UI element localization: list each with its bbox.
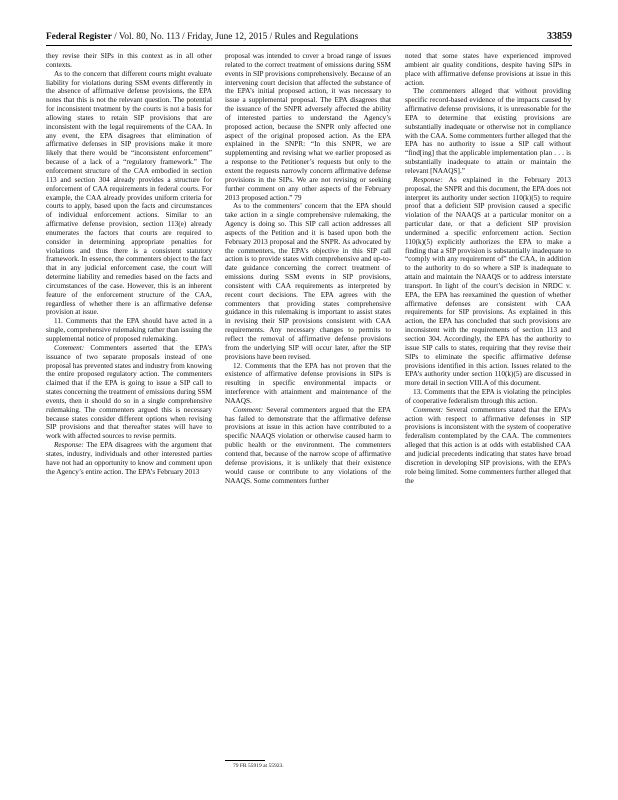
paragraph-text: noted that some states have experienced improved ambient air quality conditions, despite having SIPs in place with affirmative defense provisions at issue in this action. bbox=[405, 52, 571, 87]
paragraph bbox=[46, 344, 212, 441]
journal-name: Federal Register bbox=[46, 32, 112, 42]
paragraph bbox=[405, 406, 571, 486]
paragraph bbox=[46, 52, 212, 70]
paragraph-text: 13. Comments that the EPA is violating the principles of cooperative federalism through this action. bbox=[405, 388, 571, 405]
paragraph bbox=[405, 52, 571, 87]
page-number: 33859 bbox=[547, 31, 572, 42]
paragraph-text: Several commenters argued that the EPA has failed to demonstrate that the affirmative defense provisions at issue in this action have contributed to a specific NAAQS violation or otherwise caused harm to public health or the environment. The commenters contend that, because of the narrow scope of affirmative defense provisions, it is unlikely that their existence would cause or contribute to any violations of the NAAQS. Some commenters further bbox=[225, 405, 391, 485]
text-column-2 bbox=[225, 52, 391, 485]
paragraph-text: proposal was intended to cover a broad range of issues related to the correct treatment of emissions during SSM events in SIP provisions comprehensively. Because of an intervening court decision that affected the substance of the EPA’s initial proposed action, it was necessary to issue a supplemental proposal. The EPA disagrees that the issuance of the SNPR adversely affected the ability of interested parties to understand the Agency’s proposed action, because the SNPR only affected one aspect of the original proposed action. As the EPA explained in the SNPR: “In this SNPR, we are supplementing and revising what we earlier proposed as a response to the Petitioner’s requests but only to the extent the requests narrowly concern affirmative defense provisions in the SIPs. We are not revising or seeking further comment on any other aspects of the February 2013 proposed action.” 79 bbox=[225, 52, 391, 202]
paragraph-text: 11. Comments that the EPA should have acted in a single, comprehensive rulemaking rather than issuing the supplemental notice of proposed rulemaking. bbox=[46, 317, 212, 343]
text-column-1 bbox=[46, 52, 212, 477]
paragraph-label: Response: bbox=[54, 441, 84, 450]
volume-info: / Vol. 80, No. 113 / Friday, June 12, 2015 / Rules and Regulations bbox=[114, 32, 359, 42]
paragraph-text: As explained in the February 2013 proposal, the SNPR and this document, the EPA does not interpret its authority under section 110(k)(5) to require proof that a deficient SIP provision caused a specific violation of the NAAQS at a particular monitor on a particular date, or that a deficient SIP provision undermined a specific enforcement action. Section 110(k)(5) explicitly authorizes the EPA to make a finding that a SIP provision is substantially inadequate to “comply with any requirement of” the CAA, in addition to the authority to do so where a SIP is inadequate to attain and maintain the NAAQS or to address interstate transport. In light of the court’s decision in NRDC v. EPA, the EPA has reexamined the question of whether affirmative defenses are consistent with CAA requirements for SIP provisions. As explained in this action, the EPA has concluded that such provisions are inconsistent with the requirements of section 113 and section 304. Accordingly, the EPA has the authority to issue SIP calls to states, requiring that they revise their SIPs to eliminate the specific affirmative defense provisions identified in this action. Issues related to the EPA’s authority under section 110(k)(5) are discussed in more detail in section VIII.A of this document. bbox=[405, 175, 571, 388]
paragraph-text: As to the concern that different courts might evaluate liability for violations during SSM events differently in the absence of affirmative defense provisions, the EPA notes that this is not the relevant question. The potential for inconsistent treatment by the courts is not a basis for allowing states to retain SIP provisions that are inconsistent with the legal requirements of the CAA. In any event, the EPA disagrees that elimination of affirmative defenses in SIP provisions make it more likely that there would be “inconsistent enforcement” because of a lack of a “regulatory framework.” The enforcement structure of the CAA embodied in section 113 and section 304 already provides a structure for enforcement of CAA requirements in federal courts. For example, the CAA already provides uniform criteria for courts to apply, based upon the facts and circumstances of individual enforcement actions. Similar to an affirmative defense provision, section 113(e) already enumerates the factors that courts are required to consider in determining appropriate penalties for violations and thus there is a consistent statutory framework. In essence, the commenters object to the fact that in any judicial enforcement case, the court will determine liability and remedies based on the facts and circumstances of the case. However, this is an inherent feature of the enforcement structure of the CAA, regardless of whether there is an affirmative defense provision at issue. bbox=[46, 69, 212, 317]
paragraph bbox=[46, 317, 212, 344]
text-column-3 bbox=[405, 52, 571, 485]
paragraph-text: 12. Comments that the EPA has not proven that the existence of affirmative defense provisions in SIPs is resulting in specific environmental impacts or interference with attainment and maintenance of the NAAQS. bbox=[225, 361, 391, 405]
paragraph bbox=[225, 52, 391, 202]
paragraph-text: Several commenters stated that the EPA’s action with respect to affirmative defenses in SIP provisions is inconsistent with the system of cooperative federalism contemplated by the CAA. The commenters alleged that this action is at odds with established CAA and judicial precedents indicating that states have broad discretion in developing SIP provisions, with the EPA’s role being limited. Some commenters further alleged that the bbox=[405, 405, 572, 485]
paragraph bbox=[46, 441, 212, 476]
paragraph-label: Comment: bbox=[413, 405, 444, 414]
paragraph-text: The commenters alleged that without providing specific record-based evidence of the impacts caused by affirmative defense provisions, it is unreasonable for the EPA to determine that existing provisions are substantially inadequate or otherwise not in compliance with the CAA. Some commenters further alleged that the EPA has no authority to issue a SIP call without “find[ing] that the applicable implementation plan . . . is substantially inadequate to attain or maintain the relevant [NAAQS].” bbox=[405, 87, 571, 175]
paragraph bbox=[405, 176, 571, 388]
paragraph bbox=[225, 406, 391, 486]
paragraph-text: As to the commenters’ concern that the EPA should take action in a single comprehensive rulemaking, the Agency is doing so. This SIP call action addresses all aspects of the Petition and it is based upon both the February 2013 proposal and the SNPR. As advocated by the commenters, the EPA’s objective in this SIP call action is to provide states with comprehensive and up-to-date guidance concerning the correct treatment of emissions during SSM events in SIP provisions, consistent with CAA requirements as interpreted by recent court decisions. The EPA agrees with the commenters that providing states comprehensive guidance in this rulemaking is important to assist states in revising their SIP provisions consistent with CAA requirements. Any necessary changes to permits to reflect the removal of affirmative defense provisions from the underlying SIP will occur later, after the SIP provisions have been revised. bbox=[225, 202, 391, 361]
footnote-divider bbox=[225, 760, 265, 761]
paragraph bbox=[225, 362, 391, 406]
paragraph-text: they revise their SIPs in this context as in all other contexts. bbox=[46, 52, 212, 69]
paragraph bbox=[46, 70, 212, 318]
paragraph-text: The EPA disagrees with the argument that states, industry, individuals and other interested parties have not had an opportunity to know and comment upon the Agency’s entire action. The EPA’s February 2013 bbox=[46, 441, 212, 476]
paragraph bbox=[405, 87, 571, 175]
paragraph-label: Comment: bbox=[233, 405, 264, 414]
footnote: 79 FR 55919 at 55923. bbox=[233, 763, 284, 769]
page-header bbox=[46, 31, 572, 46]
paragraph-text: Commenters asserted that the EPA’s issuance of two separate proposals instead of one proposal has prevented states and industry from knowing the entire proposed regulatory action. The commenters claimed that if the EPA is going to issue a SIP call to states concerning the treatment of emissions during SSM events, then it should do so in a single comprehensive rulemaking. The commenters argued this is necessary because states consider different options when revising SIP provisions and that thereafter states will have to work with affected sources to revise permits. bbox=[46, 343, 212, 441]
paragraph bbox=[225, 202, 391, 361]
paragraph-label: Response: bbox=[413, 175, 443, 184]
paragraph bbox=[405, 388, 571, 406]
paragraph-label: Comment: bbox=[54, 343, 85, 352]
